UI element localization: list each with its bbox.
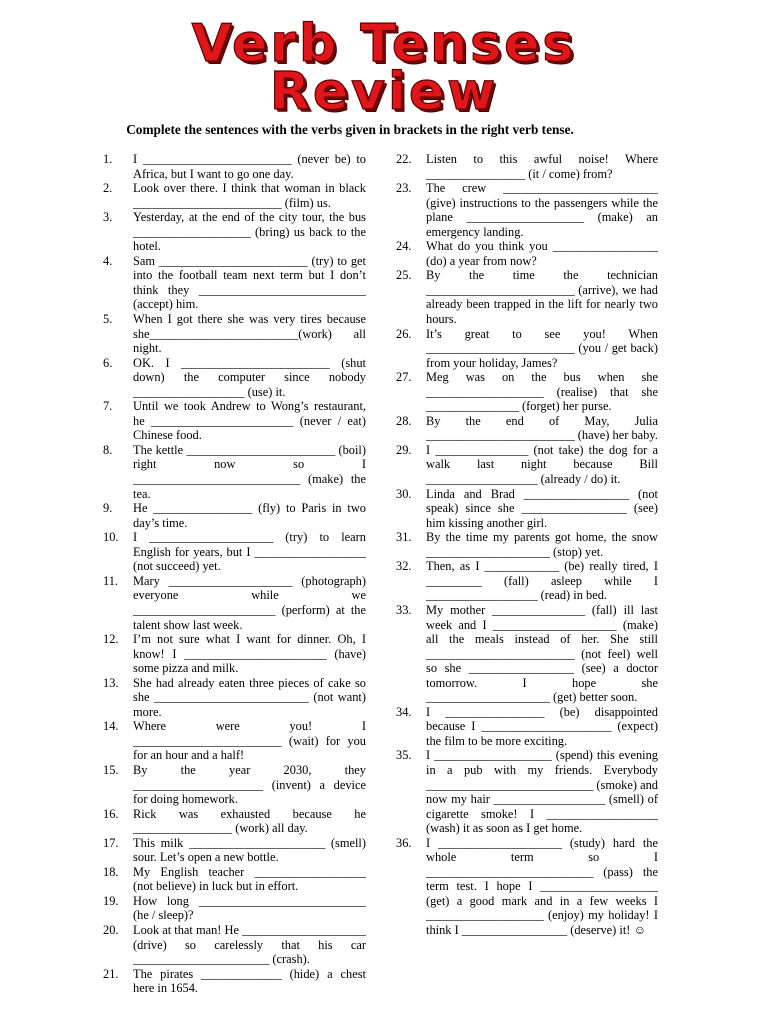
question-number: 28. <box>396 413 412 428</box>
left-question-column <box>103 152 366 996</box>
question-number: 27. <box>396 370 412 385</box>
question-number: 22. <box>396 152 412 166</box>
question-item <box>396 152 658 181</box>
question-number: 36. <box>396 835 412 850</box>
question-item <box>396 559 658 603</box>
question-item <box>103 763 366 807</box>
question-item <box>103 865 366 894</box>
question-number: 33. <box>396 602 412 617</box>
question-text: My English teacher __________________ (not believe) in luck but in effort. <box>133 864 366 894</box>
question-number: 29. <box>396 442 412 457</box>
question-number: 8. <box>103 442 113 457</box>
question-number: 1. <box>103 152 113 166</box>
question-text: He ________________ (fly) to Paris in two day’s time. <box>133 501 366 530</box>
question-item <box>396 181 658 239</box>
question-item <box>103 574 366 632</box>
question-text: Listen to this awful noise! Where ________________ (it / come) from? <box>426 152 658 181</box>
instructions: Complete the sentences with the verbs given in brackets in the right verb tense. <box>126 122 574 137</box>
question-text: I ____________________ (study) hard the whole term so I ___________________________ (pass) the term test. I hope I ___________________ (get) a good mark and in a few weeks I ___________________ (enjoy) my holiday! I think I _________________ (deserve) it! ☺ <box>426 835 658 937</box>
title-line-2: Review <box>269 62 499 122</box>
right-question-column <box>396 152 658 938</box>
question-number: 4. <box>103 253 113 268</box>
question-text: How long ___________________________ (he / sleep)? <box>133 893 366 923</box>
question-text: Look over there. I think that woman in black ________________________ (film) us. <box>133 181 366 210</box>
question-item <box>103 807 366 836</box>
question-text: OK. I ________________________ (shut down) the computer since nobody __________________ (use) it. <box>133 355 366 399</box>
question-number: 24. <box>396 239 412 254</box>
question-item <box>396 370 658 414</box>
question-item <box>103 399 366 443</box>
question-text: I _______________ (not take) the dog for a walk last night because Bill __________________ (already / do) it. <box>426 442 658 487</box>
question-number: 17. <box>103 835 119 850</box>
question-item <box>103 443 366 501</box>
question-item <box>396 603 658 705</box>
question-text: This milk ______________________ (smell) sour. Let’s open a new bottle. <box>133 835 366 865</box>
question-text: By the end of May, Julia ________________________ (have) her baby. <box>426 413 658 443</box>
question-text: I ________________________ (never be) to Africa, but I want to go one day. <box>133 152 366 181</box>
question-text: Then, as I ____________ (be) really tired, I _________ (fall) asleep while I __________________ (read) in bed. <box>426 559 658 603</box>
question-text: It’s great to see you! When ________________________ (you / get back) from your holiday, James? <box>426 326 658 370</box>
question-item <box>103 254 366 312</box>
question-text: My mother _______________ (fall) ill last week and I ____________________ (make) all the meals instead of her. She still ________________________ (not feel) well so she _________________ (see) a doctor tomorrow. I hope she ____________________ (get) better soon. <box>426 602 658 705</box>
question-item <box>103 632 366 676</box>
question-number: 30. <box>396 486 412 501</box>
question-number: 31. <box>396 530 412 545</box>
question-text: I ________________ (be) disappointed because I _____________________ (expect) the film to be more exciting. <box>426 704 658 748</box>
question-number: 16. <box>103 806 119 821</box>
question-text: The crew _________________________ (give) instructions to the passengers while the plane ___________________ (make) an emergency landing. <box>426 181 658 239</box>
question-text: Rick was exhausted because he ________________ (work) all day. <box>133 806 366 836</box>
question-item <box>103 181 366 210</box>
question-item <box>396 443 658 487</box>
question-number: 12. <box>103 632 119 647</box>
title-line-1: Verb Tenses <box>191 14 577 74</box>
question-item <box>396 748 658 835</box>
question-number: 9. <box>103 501 113 516</box>
question-number: 32. <box>396 559 412 574</box>
question-text: Look at that man! He ____________________ (drive) so carelessly that his car ______________________ (crash). <box>133 922 366 967</box>
question-item <box>396 327 658 371</box>
question-number: 3. <box>103 210 113 225</box>
question-item <box>103 676 366 720</box>
question-number: 19. <box>103 893 119 908</box>
question-number: 18. <box>103 864 119 879</box>
question-text: She had already eaten three pieces of cake so she _________________________ (not want) more. <box>133 675 366 719</box>
question-number: 23. <box>396 181 412 196</box>
question-text: What do you think you _________________ (do) a year from now? <box>426 239 658 268</box>
question-item <box>396 705 658 749</box>
question-number: 11. <box>103 573 119 588</box>
question-item <box>396 268 658 326</box>
question-text: Mary ____________________ (photograph) everyone while we _______________________ (perform) at the talent show last week. <box>133 573 366 632</box>
question-text: The kettle ________________________ (boil) right now so I ___________________________ (make) the tea. <box>133 442 366 501</box>
question-text: Until we took Andrew to Wong’s restaurant, he _______________________ (never / eat) Chinese food. <box>133 399 366 443</box>
question-item <box>103 312 366 356</box>
question-text: Sam ________________________ (try) to get into the football team next term but I don’t think they ___________________________ (accept) him. <box>133 253 366 312</box>
question-text: I’m not sure what I want for dinner. Oh, I know! I _______________________ (have) some pizza and milk. <box>133 632 366 676</box>
question-item <box>396 414 658 443</box>
question-item <box>103 894 366 923</box>
question-number: 34. <box>396 704 412 719</box>
question-number: 15. <box>103 762 119 777</box>
question-number: 21. <box>103 966 119 981</box>
question-text: I ____________________ (try) to learn English for years, but I __________________ (not succeed) yet. <box>133 530 366 574</box>
question-item <box>103 501 366 530</box>
question-text: By the time the technician ________________________ (arrive), we had already been trapped in the lift for nearly two hours. <box>426 268 658 327</box>
question-number: 20. <box>103 922 119 937</box>
question-text: By the time my parents got home, the snow ____________________ (stop) yet. <box>426 530 658 559</box>
question-text: Meg was on the bus when she ___________________ (realise) that she _______________ (forget) her purse. <box>426 370 658 414</box>
question-item <box>103 923 366 967</box>
question-item <box>396 487 658 531</box>
question-number: 6. <box>103 355 113 370</box>
question-item <box>103 210 366 254</box>
question-number: 5. <box>103 312 113 327</box>
question-item <box>103 719 366 763</box>
question-text: The pirates _____________ (hide) a chest here in 1654. <box>133 966 366 996</box>
question-item <box>396 530 658 559</box>
question-number: 10. <box>103 530 119 545</box>
question-text: Where were you! I ________________________ (wait) for you for an hour and a half! <box>133 719 366 763</box>
question-text: When I got there she was very tires because she________________________(work) all night. <box>133 312 366 356</box>
question-number: 2. <box>103 181 113 196</box>
question-item <box>396 836 658 938</box>
question-number: 26. <box>396 326 412 341</box>
question-item <box>103 530 366 574</box>
question-text: Yesterday, at the end of the city tour, the bus ___________________ (bring) us back to the hotel. <box>133 210 366 254</box>
question-item <box>103 356 366 400</box>
question-number: 7. <box>103 399 113 414</box>
question-text: Linda and Brad _________________ (not speak) since she _________________ (see) him kissing another girl. <box>426 486 658 530</box>
question-number: 35. <box>396 748 412 763</box>
question-number: 14. <box>103 719 119 734</box>
question-number: 25. <box>396 268 412 283</box>
question-item <box>103 967 366 996</box>
question-text: By the year 2030, they _____________________ (invent) a device for doing homework. <box>133 762 366 807</box>
question-number: 13. <box>103 675 119 690</box>
question-text: I ___________________ (spend) this evening in a pub with my friends. Everybody ___________________________ (smoke) and now my hair __________________ (smell) of cigarette smoke! I __________________ (wash) it as soon as I get home. <box>426 748 658 836</box>
question-item <box>396 239 658 268</box>
question-item <box>103 836 366 865</box>
question-item <box>103 152 366 181</box>
